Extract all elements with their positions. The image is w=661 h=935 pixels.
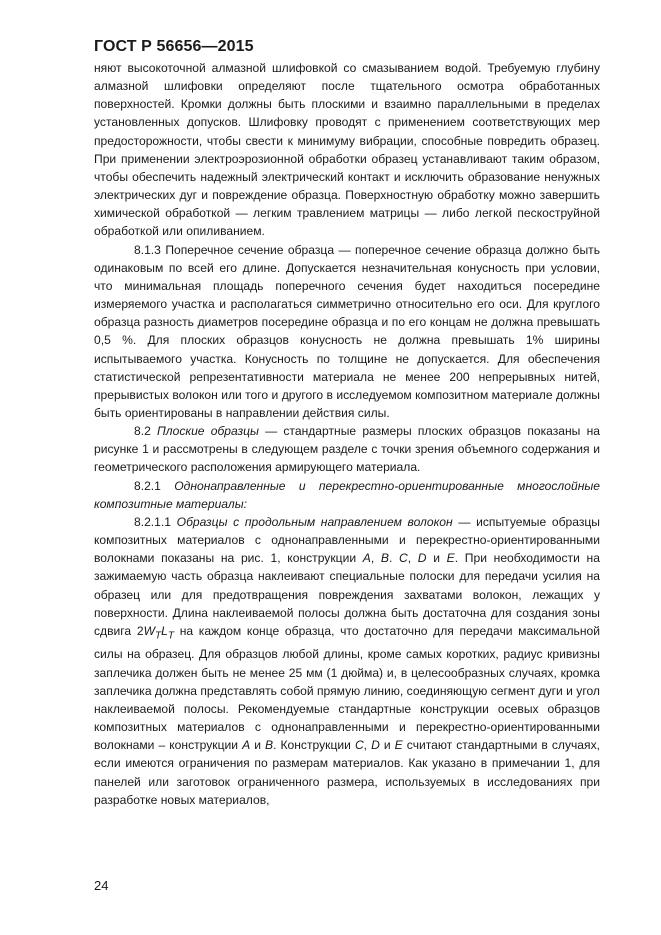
clause-text: считают стандартными в случаях, если имеются ограничения по размерам материалов. Как указано в примечании 1, для панелей или заготовок ограниченного размера, используемых в исследованиях при разработке новых материалов, — [94, 738, 600, 807]
separator: , — [370, 551, 381, 566]
clause-text: . Конструкции — [273, 738, 355, 753]
clause-title: Плоские образцы — [157, 424, 259, 439]
separator: , — [363, 738, 372, 753]
separator: и — [426, 551, 447, 566]
design-c: C — [354, 738, 364, 753]
formula-l-symbol: L — [161, 623, 168, 638]
page-number: 24 — [94, 878, 109, 893]
paragraph-surface-finish: няют высокоточной алмазной шлифовкой со смазыванием водой. Требуемую глубину алмазной шлифовки определяют после тщательного осмотра обработанных поверхностей. Кромки должны быть плоскими и взаимно параллельными в пределах установленных допусков. Шлифовку проводят с применением соответствующих мер предосторожности, чтобы свести к минимуму вибрации, способные повредить образец. При применении электроэрозионной обработки образец устанавливают таким образом, чтобы обеспечить надежный электрический контакт и исключить образование ненужных электрических дуг и повреждение образца. Поверхностную обработку можно завершить химической обработкой — легким травлением матрицы — либо легкой пескоструйной обработкой или опиливанием. — [94, 61, 600, 239]
separator: . — [388, 551, 400, 566]
clause-number: 8.2 — [134, 424, 151, 439]
separator: и — [379, 738, 395, 753]
design-c: C — [399, 551, 408, 566]
design-e: E — [394, 738, 403, 753]
paragraph-8-2-1-1 — [94, 513, 600, 809]
clause-text: . При необходимости на зажимаемую часть образца наклеивают специальные полоски для передачи усилия на образец или для предотвращения повреждения захватами волокон, лежащих у поверхности. Длина наклеиваемой полосы должна быть достаточна для создания зоны сдвига 2 — [94, 551, 600, 638]
clause-title: Однонаправленные и перекрестно-ориентированные многослойные композитные материалы: — [94, 478, 600, 511]
clause-number: 8.2.1 — [134, 478, 161, 493]
paragraph-8-2 — [94, 422, 600, 476]
formula-l-subscript: T — [167, 630, 175, 642]
clause-title: Образцы с продольным направлением волокон — [176, 514, 453, 529]
paragraph-8-1-3: 8.1.3 Поперечное сечение образца — поперечное сечение образца должно быть одинаковым по всей его длине. Допускается незначительная конусность при условии, что минимальная площадь поперечного сечения будет находиться посередине измеряемого участка и располагаться симметрично относительно его оси. Для круглого образца разность диаметров посередине образца и по его концам не должна превышать 0,5 %. Для плоских образцов конусность не должна превышать 1% ширины испытываемого участка. Конусность по толщине не допускается. Для обеспечения статистической репрезентативности материала не менее 200 непрерывных нитей, прерывистых волокон или того и другого в исследуемом композитном материале должны быть ориентированы в направлении действия силы. — [94, 242, 600, 420]
formula-w-symbol: W — [143, 623, 155, 638]
separator: , — [407, 551, 418, 566]
clause-text: на каждом конце образца, что достаточно для передачи максимальной силы на образец. Для образцов любой длины, кроме самых коротких, радиус кривизны заплечика должен быть не менее 25 мм (1 дюйма) и, в целесообразных случаях, кромка заплечика должна представлять собой прямую линию, соединяющую сегмент дуги и угол наклеиваемой полосы. Рекомендуемые стандартные конструкции осевых образцов композитных материалов с однонаправленными и перекрестно-ориентированными волокнами – конструкции — [94, 623, 600, 753]
document-body — [94, 59, 600, 809]
design-d: D — [371, 738, 380, 753]
clause-number: 8.2.1.1 — [134, 514, 171, 529]
formula-w — [143, 623, 175, 642]
formula-w-subscript: T — [154, 630, 162, 642]
separator: и — [250, 738, 265, 753]
design-e: E — [446, 551, 455, 566]
design-a: A — [242, 738, 251, 753]
document-header: ГОСТ Р 56656—2015 — [94, 38, 254, 55]
clause-text: — испытуемые образцы композитных материалов с однонаправленными и перекрестно-ориентированными волокнами показаны на рис. 1, конструкции — [94, 514, 600, 566]
design-a: A — [362, 551, 371, 566]
design-d: D — [417, 551, 427, 566]
clause-text: — стандартные размеры плоских образцов показаны на рисунке 1 и рассмотрены в следующем разделе с точки зрения объемного содержания и геометрического расположения армирующего материала. — [94, 424, 600, 475]
design-b: B — [265, 738, 274, 753]
design-b: B — [380, 551, 389, 566]
paragraph-8-2-1 — [94, 477, 600, 513]
